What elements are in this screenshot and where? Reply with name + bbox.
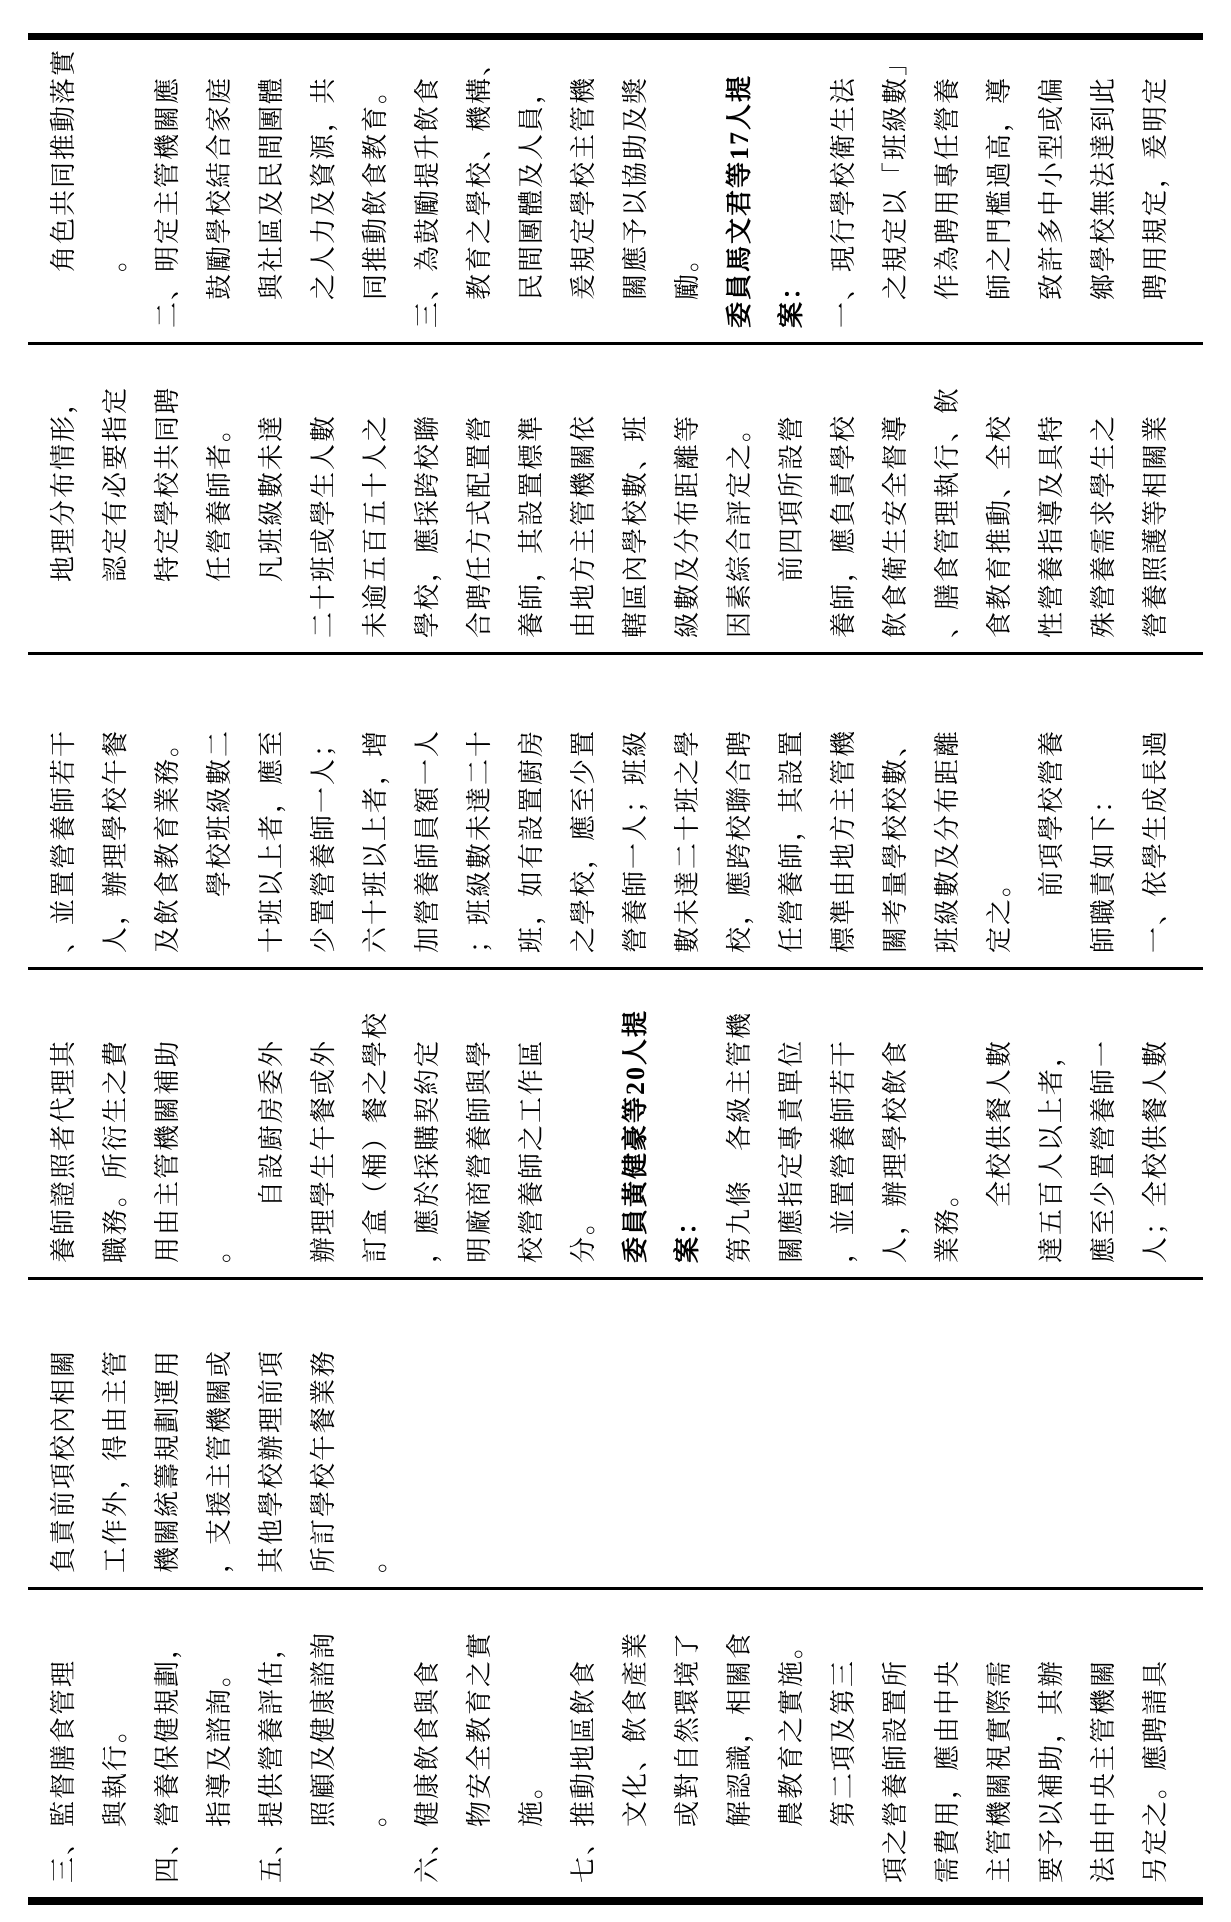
proposal-header-line: 委員馬文君等17人提 [725, 73, 754, 328]
proposal-header-line: 委員黃健豪等20人提 [621, 1008, 650, 1263]
text-line: 與社區及民間團體 [257, 75, 286, 328]
text-line: 標準由地方主管機 [829, 728, 858, 953]
text-line: 未逾五百五十人之 [361, 413, 390, 638]
text-line: 第二項及第三 [829, 1658, 858, 1883]
text-line: 同推動飲食教育。 [361, 75, 390, 328]
text-line: 達五百人以上者， [1037, 1038, 1066, 1263]
text-line: 法由中央主管機關 [1089, 1658, 1118, 1883]
text-line: 需費用，應由中央 [933, 1658, 962, 1883]
text-line: 因素綜合評定之。 [725, 413, 754, 638]
text-line: 二十班或學生人數 [309, 413, 338, 638]
text-line: 三、監督膳食管理 [49, 1658, 78, 1883]
text-line: 任營養師，其設置 [777, 728, 806, 953]
text-line: 應至少置營養師一 [1089, 1038, 1118, 1263]
text-line: 飲食衛生安全督導 [881, 413, 910, 638]
text-line: 特定學校共同聘 [153, 385, 182, 638]
text-line: 及飲食教育業務。 [153, 728, 182, 953]
text-line: 學校班級數二 [205, 728, 234, 953]
text-line: 養師，應負責學校 [829, 413, 858, 638]
text-line: 爰規定學校主管機 [569, 75, 598, 328]
text-line: 致許多中小型或偏 [1037, 75, 1066, 328]
text-line: 職務。所衍生之費 [101, 1038, 130, 1263]
text-line: 負責前項校內相關 [49, 1348, 78, 1573]
table-cell-6 [28, 1590, 1203, 1897]
text-line: ，應於採購契約定 [413, 1038, 442, 1263]
text-line: 三、為鼓勵提升飲食 [413, 75, 442, 328]
text-line: 關考量學校校數、 [881, 728, 910, 953]
text-line: 數未達二十班之學 [673, 728, 702, 953]
text-line: 一、依學生成長過 [1141, 728, 1170, 953]
text-line: 認定有必要指定 [101, 385, 130, 638]
text-line: 之人力及資源，共 [309, 75, 338, 328]
text-line: 一、現行學校衛生法 [829, 75, 858, 328]
text-line: 學校，應採跨校聯 [413, 413, 442, 638]
text-line: 全校供餐人數 [985, 1038, 1014, 1263]
text-line: 養師，其設置標準 [517, 413, 546, 638]
text-line: ；班級數未達二十 [465, 728, 494, 953]
text-line: 或對自然環境了 [673, 1630, 702, 1883]
text-line: 合聘任方式配置營 [465, 413, 494, 638]
text-line: 十班以上者，應至 [257, 728, 286, 953]
text-line: 六、健康飲食與食 [413, 1658, 442, 1883]
text-line: 。 [101, 243, 130, 328]
text-line: 解認識，相關食 [725, 1630, 754, 1883]
text-line: 性營養指導及具特 [1037, 413, 1066, 638]
text-line: 、膳食管理執行、飲 [933, 385, 962, 638]
text-line: 文化、飲食產業 [621, 1630, 650, 1883]
text-line: 校，應跨校聯合聘 [725, 728, 754, 953]
text-line: 營養師一人；班級 [621, 728, 650, 953]
text-line: ，支援主管機關或 [205, 1348, 234, 1573]
table-cell-3 [28, 655, 1203, 967]
text-line: 五、提供營養評估， [257, 1630, 286, 1883]
text-line: 辦理學生午餐或外 [309, 1038, 338, 1263]
text-line: 施。 [517, 1770, 546, 1883]
text-line: 教育之學校、機構、 [465, 47, 494, 328]
text-line: 與執行。 [101, 1714, 130, 1883]
text-line: 角色共同推動落實 [49, 47, 78, 328]
text-line: 農教育之實施。 [777, 1630, 806, 1883]
text-line: 所訂學校午餐業務 [309, 1348, 338, 1573]
text-line: 二、明定主管機關應 [153, 75, 182, 328]
text-line: 凡班級數未達 [257, 413, 286, 638]
text-line: 前四項所設營 [777, 413, 806, 638]
text-line: 自設廚房委外 [257, 1038, 286, 1263]
text-line: 另定之。應聘請具 [1141, 1658, 1170, 1883]
text-line: 食教育推動、全校 [985, 413, 1014, 638]
text-line: 工作外，得由主管 [101, 1348, 130, 1573]
text-line: 機關統籌規劃運用 [153, 1348, 182, 1573]
text-line: 加營養師員額一人 [413, 728, 442, 953]
text-line: 之規定以「班級數」 [881, 47, 910, 328]
table-cell-4 [28, 970, 1203, 1277]
text-line: 少置營養師一人； [309, 728, 338, 953]
proposal-header-line: 案： [673, 1206, 702, 1263]
text-line: 聘用規定，爰明定 [1141, 75, 1170, 328]
text-line: 定之。 [985, 868, 1014, 953]
text-line: 。 [361, 1798, 390, 1883]
text-line: 人，辦理學校飲食 [881, 1038, 910, 1263]
text-line: 、並置營養師若干 [49, 728, 78, 953]
text-line: 六十班以上者，增 [361, 728, 390, 953]
text-line: 其他學校辦理前項 [257, 1348, 286, 1573]
text-line: 之學校，應至少置 [569, 728, 598, 953]
text-line: 勵。 [673, 243, 702, 328]
text-line: 營養照護等相關業 [1141, 413, 1170, 638]
proposal-header-line: 案： [777, 271, 806, 328]
text-line: 師職責如下： [1089, 784, 1118, 953]
text-line: 校營養師之工作區 [517, 1038, 546, 1263]
text-line: 作為聘用專任營養 [933, 75, 962, 328]
table-cell-2 [28, 345, 1203, 652]
text-line: 鄉學校無法達到此 [1089, 75, 1118, 328]
text-line: ，並置營養師若干 [829, 1038, 858, 1263]
table-bottom-border-line [28, 1897, 1203, 1905]
text-line: 轄區內學校數、班 [621, 413, 650, 638]
text-line: 任營養師者。 [205, 413, 234, 638]
text-line: 要予以補助，其辦 [1037, 1658, 1066, 1883]
text-line: 班級數及分布距離 [933, 728, 962, 953]
text-line: 地理分布情形， [49, 385, 78, 638]
text-line: 師之門檻過高，導 [985, 75, 1014, 328]
text-line: 用由主管機關補助 [153, 1038, 182, 1263]
text-line: 關應予以協助及獎 [621, 75, 650, 328]
text-line: 指導及諮詢。 [205, 1658, 234, 1883]
text-line: 。 [361, 1544, 390, 1573]
text-line: 關應指定專責單位 [777, 1038, 806, 1263]
table-cell-1 [28, 40, 1203, 342]
text-line: 班，如有設置廚房 [517, 728, 546, 953]
text-line: 業務。 [933, 1178, 962, 1263]
text-line: 項之營養師設置所 [881, 1658, 910, 1883]
text-line: 物安全教育之實 [465, 1630, 494, 1883]
text-line: 。 [205, 1234, 234, 1263]
text-line: 由地方主管機關依 [569, 413, 598, 638]
text-line: 照顧及健康諮詢 [309, 1630, 338, 1883]
text-line: 分。 [569, 1206, 598, 1263]
text-line: 主管機關視實際需 [985, 1658, 1014, 1883]
text-line: 鼓勵學校結合家庭 [205, 75, 234, 328]
table-top-border-line [28, 33, 1203, 40]
text-line: 養師證照者代理其 [49, 1038, 78, 1263]
text-line: 人；全校供餐人數 [1141, 1038, 1170, 1263]
text-line: 四、營養保健規劃， [153, 1630, 182, 1883]
text-line: 前項學校營養 [1037, 728, 1066, 953]
text-line: 殊營養需求學生之 [1089, 413, 1118, 638]
text-line: 第九條 各級主管機 [725, 1010, 754, 1263]
text-line: 人，辦理學校午餐 [101, 728, 130, 953]
text-line: 七、推動地區飲食 [569, 1658, 598, 1883]
text-line: 訂盒（桶）餐之學校 [361, 1010, 390, 1263]
text-line: 級數及分布距離等 [673, 413, 702, 638]
text-line: 民間團體及人員， [517, 75, 546, 328]
text-line: 明廠商營養師與學 [465, 1038, 494, 1263]
table-cell-5 [28, 1280, 1203, 1587]
